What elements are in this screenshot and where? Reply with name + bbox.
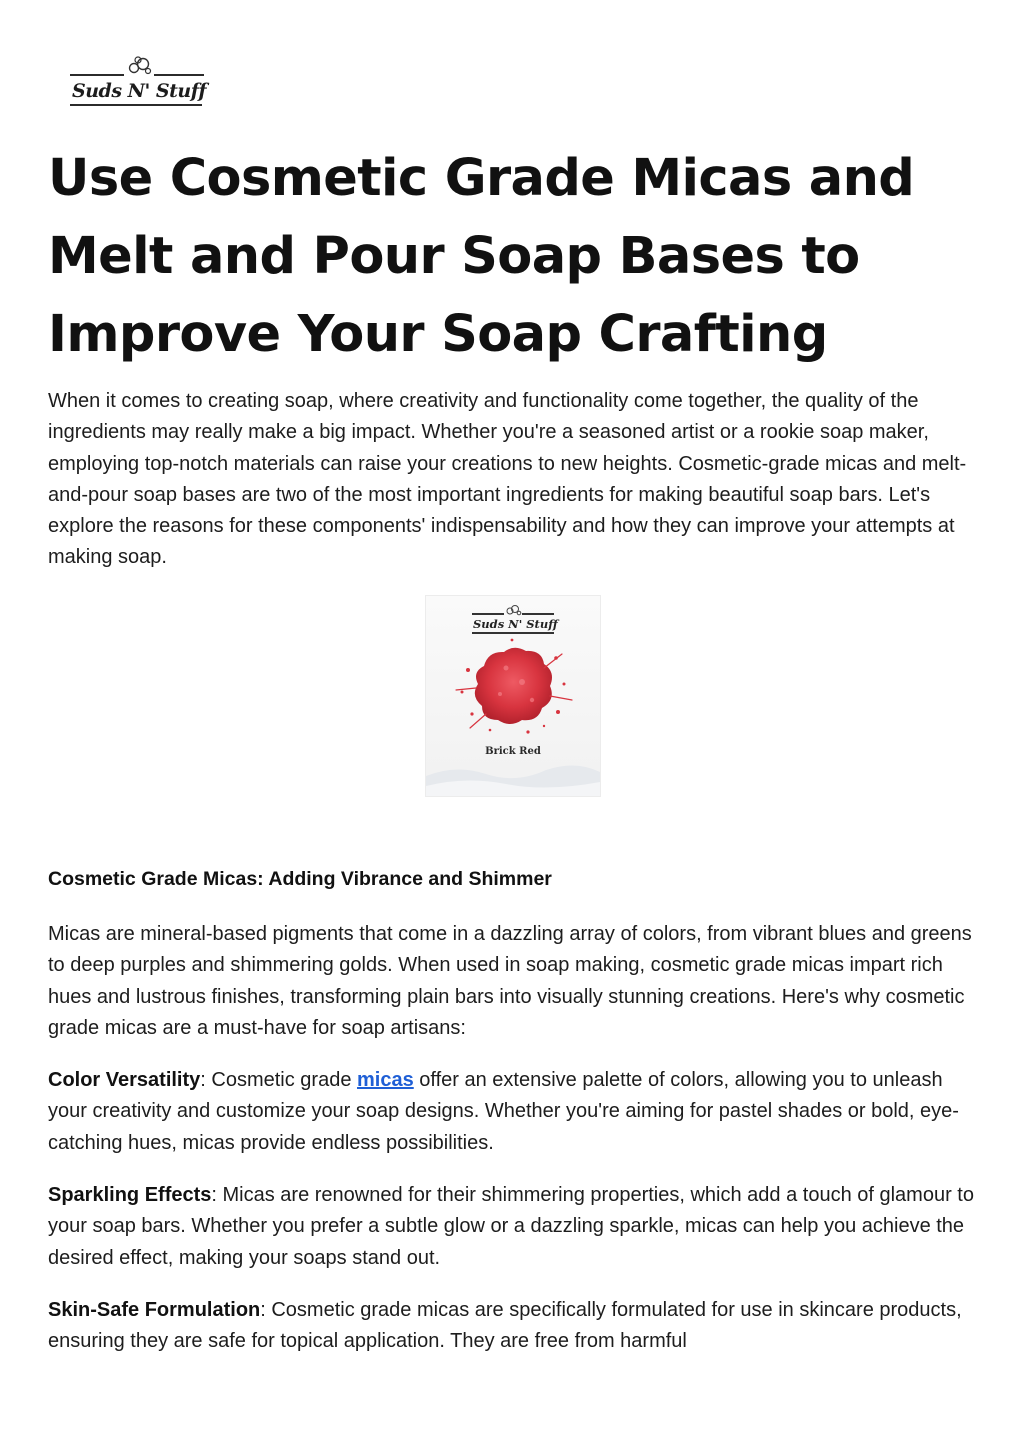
section-heading: Cosmetic Grade Micas: Adding Vibrance and Shimmer	[48, 868, 552, 890]
bubbles-icon	[124, 56, 154, 76]
point-color-versatility	[48, 1065, 978, 1159]
logo-rule-left	[70, 74, 124, 76]
brand-logo[interactable]	[68, 56, 208, 106]
point-term: Color Versatility	[48, 1069, 201, 1091]
point-term: Sparkling Effects	[48, 1184, 212, 1206]
snow-ground	[426, 756, 600, 796]
product-brand-wordmark: Suds N' Stuff	[473, 617, 558, 631]
page-title: Use Cosmetic Grade Micas and Melt and Pour Soap Bases to Improve Your Soap Crafting	[48, 149, 915, 364]
point-sparkling-effects	[48, 1180, 978, 1274]
point-text: : Micas are renowned for their shimmering properties, which add a touch of glamour to your soap bars. Whether you prefer a subtle glow or a dazzling sparkle, micas can help you achieve the desired effect, making your soaps stand out.	[48, 1184, 974, 1269]
product-caption: Brick Red	[485, 746, 541, 757]
point-text-after-link: offer an extensive palette of colors, allowing you to unleash your creativity and customize your soap designs. Whether you're aiming for pastel shades or bold, eye-catching hues, micas provide endless possibilities.	[48, 1069, 959, 1154]
point-text: : Cosmetic grade micas are specifically formulated for use in skincare products, ensuring they are safe for topical application. They are free from harmful	[48, 1299, 962, 1353]
point-text-before-link: : Cosmetic grade	[200, 1069, 358, 1091]
point-term: Skin-Safe Formulation	[48, 1299, 261, 1321]
logo-rule-right	[154, 74, 204, 76]
intro-paragraph: When it comes to creating soap, where creativity and functionality come together, the quality of the ingredients may really make a big impact. Whether you're a seasoned artist or a rookie soap maker, employing top-notch materials can raise your creations to new heights. Cosmetic-grade micas and melt-and-pour soap bases are two of the most important ingredients for making beautiful soap bars. Let's explore the reasons for these components' indispensability and how they can improve your attempts at making soap.	[48, 390, 967, 569]
brand-wordmark: Suds N' Stuff	[72, 80, 207, 102]
point-skin-safe-formulation	[48, 1295, 978, 1358]
micas-link[interactable]: micas	[357, 1069, 414, 1091]
product-image	[425, 595, 601, 797]
logo-rule-bottom	[70, 104, 202, 106]
section-intro-paragraph: Micas are mineral-based pigments that come in a dazzling array of colors, from vibrant blues and greens to deep purples and shimmering golds. When used in soap making, cosmetic grade micas impart rich hues and lustrous finishes, transforming plain bars into visually stunning creations. Here's why cosmetic grade micas are a must-have for soap artisans:	[48, 923, 972, 1039]
